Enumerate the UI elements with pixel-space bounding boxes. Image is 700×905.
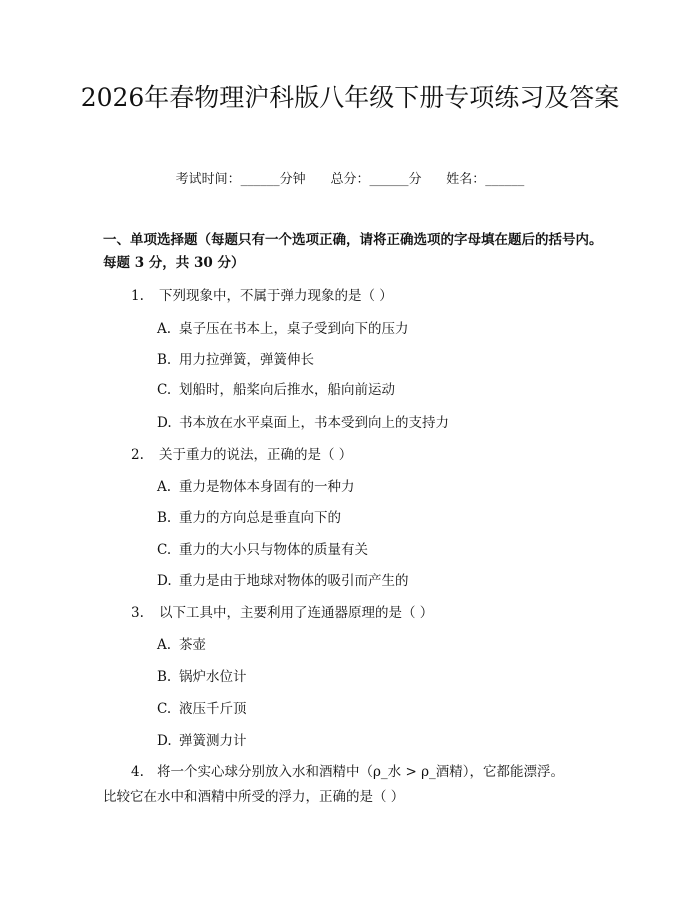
student-name-field: 姓名：______	[446, 172, 525, 187]
option-text: 弹簧测力计	[179, 733, 247, 749]
document-title: 2026年春物理沪科版八年级下册专项练习及答案	[80, 83, 620, 112]
question-stem-line-1	[103, 760, 603, 785]
exam-time-field: 考试时间：______分钟	[175, 172, 306, 187]
option-text: 重力的方向总是垂直向下的	[179, 510, 341, 526]
question-stem: 关于重力的说法，正确的是（ ）	[159, 447, 353, 463]
question-4	[103, 760, 603, 810]
option-1b	[157, 348, 314, 368]
question-number: 3.	[131, 605, 144, 621]
question-2	[131, 443, 352, 463]
option-1c	[157, 378, 395, 398]
option-letter: B.	[157, 669, 172, 685]
option-letter: B.	[157, 352, 172, 368]
option-3b	[157, 665, 247, 685]
option-1a	[157, 317, 409, 337]
question-number: 2.	[131, 447, 144, 463]
option-text: 茶壶	[179, 637, 206, 653]
option-text: 重力是由于地球对物体的吸引而产生的	[179, 573, 409, 589]
option-text: 重力是物体本身固有的一种力	[179, 479, 355, 495]
option-letter: A.	[157, 637, 172, 653]
question-3	[131, 601, 433, 621]
question-stem-line-2: 比较它在水中和酒精中所受的浮力，正确的是（ ）	[103, 789, 405, 805]
option-3c	[157, 697, 247, 717]
option-3d	[157, 729, 247, 749]
option-text: 重力的大小只与物体的质量有关	[179, 542, 368, 558]
option-letter: C.	[157, 701, 172, 717]
option-letter: D.	[157, 573, 172, 589]
option-text: 锅炉水位计	[179, 669, 247, 685]
option-letter: C.	[157, 382, 172, 398]
option-letter: D.	[157, 733, 172, 749]
option-2d	[157, 569, 409, 589]
question-stem-text: 将一个实心球分别放入水和酒精中（ρ_水 > ρ_酒精），它都能漂浮。	[157, 764, 565, 780]
option-text: 桌子压在书本上，桌子受到向下的压力	[179, 321, 409, 337]
question-stem: 以下工具中，主要利用了连通器原理的是（ ）	[159, 605, 434, 621]
exam-meta-row	[0, 168, 700, 187]
option-3a	[157, 633, 206, 653]
option-letter: D.	[157, 415, 172, 431]
option-2a	[157, 475, 355, 495]
question-number: 4.	[131, 764, 144, 780]
question-number: 1.	[131, 288, 144, 304]
option-letter: B.	[157, 510, 172, 526]
question-1	[131, 284, 393, 304]
question-stem: 下列现象中，不属于弹力现象的是（ ）	[159, 288, 393, 304]
option-text: 用力拉弹簧，弹簧伸长	[179, 352, 314, 368]
option-2c	[157, 538, 368, 558]
option-letter: C.	[157, 542, 172, 558]
option-letter: A.	[157, 321, 172, 337]
option-letter: A.	[157, 479, 172, 495]
option-text: 液压千斤顶	[179, 701, 247, 717]
option-1d	[157, 411, 449, 431]
option-text: 划船时，船桨向后推水，船向前运动	[179, 382, 395, 398]
option-text: 书本放在水平桌面上，书本受到向上的支持力	[179, 415, 449, 431]
option-2b	[157, 506, 341, 526]
total-score-field: 总分：______分	[330, 172, 422, 187]
section-heading: 一、单项选择题（每题只有一个选项正确，请将正确选项的字母填在题后的括号内。每题 3 分，共 30 分）	[103, 232, 603, 271]
